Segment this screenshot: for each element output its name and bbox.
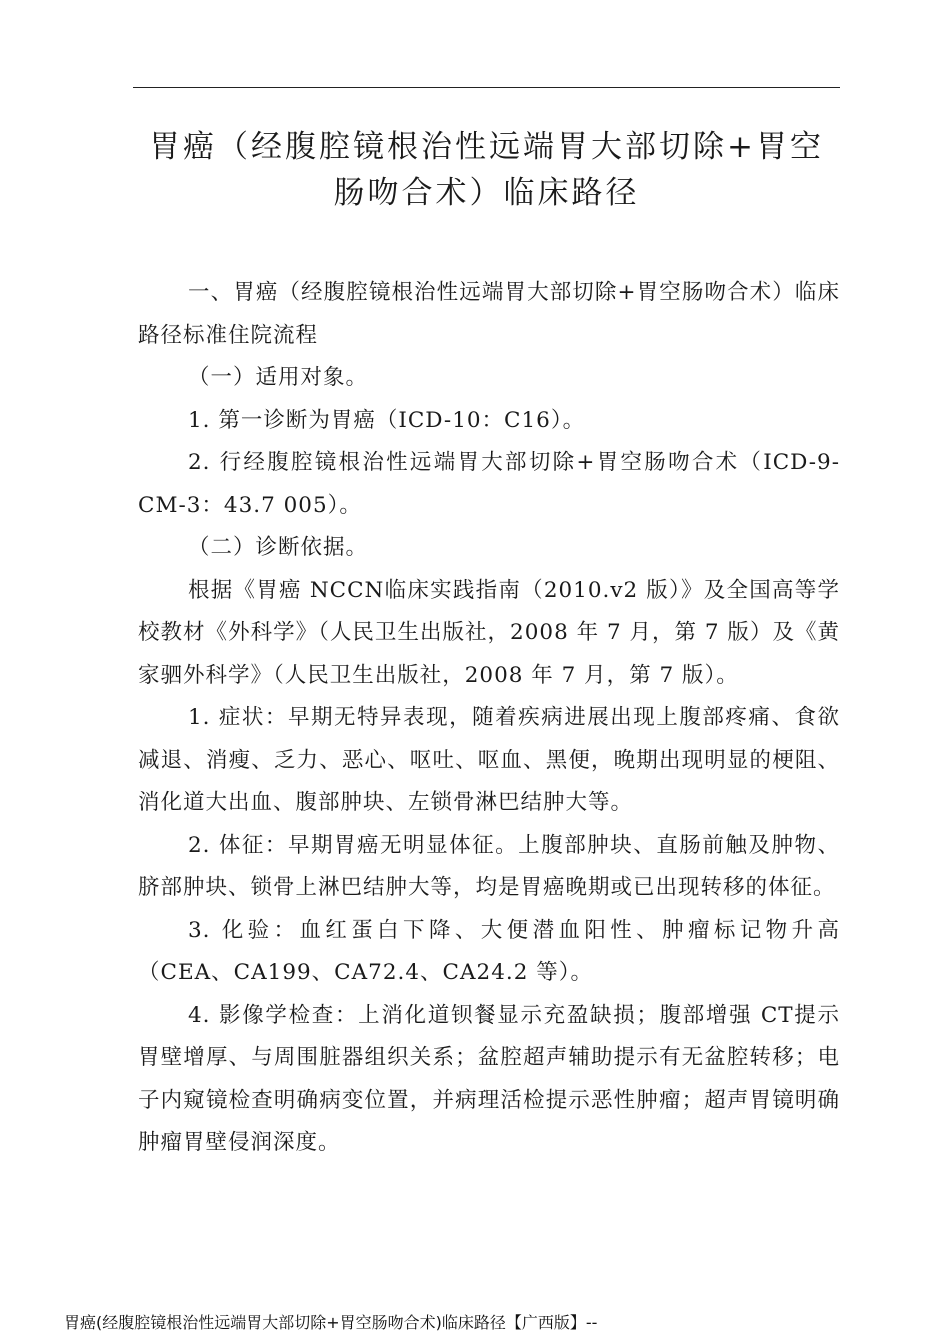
subsection-heading-diagnosis-basis: （二）诊断依据。 <box>188 535 369 560</box>
paragraph-procedure: 2. 行经腹腔镜根治性远端胃大部切除+胃空肠吻合术（ICD-9-CM-3：43.7 005）。 <box>138 450 840 518</box>
section-heading-1: 一、胃癌（经腹腔镜根治性远端胃大部切除+胃空肠吻合术）临床路径标准住院流程 <box>138 280 840 348</box>
subsection-heading-applicable-objects: （一）适用对象。 <box>188 365 369 390</box>
paragraph-first-diagnosis: 1. 第一诊断为胃癌（ICD-10：C16）。 <box>188 407 586 433</box>
paragraph-signs: 2. 体征：早期胃癌无明显体征。上腹部肿块、直肠前触及肿物、脐部肿块、锁骨上淋巴结肿大等，均是胃癌晚期或已出现转移的体征。 <box>138 832 840 900</box>
header-rule <box>133 87 840 88</box>
paragraph-symptoms: 1. 症状：早期无特异表现，随着疾病进展出现上腹部疼痛、食欲减退、消瘦、乏力、恶心、呕吐、呕血、黑便，晚期出现明显的梗阻、消化道大出血、腹部肿块、左锁骨淋巴结肿大等。 <box>138 705 840 815</box>
title-line-1: 胃癌（经腹腔镜根治性远端胃大部切除+胃空 <box>149 129 824 165</box>
page-footer: 胃癌(经腹腔镜根治性远端胃大部切除+胃空肠吻合术)临床路径【广西版】-- <box>64 1313 598 1332</box>
paragraph-lab-tests: 3. 化验：血红蛋白下降、大便潜血阳性、肿瘤标记物升高（CEA、CA199、CA72.4、CA24.2 等）。 <box>138 917 840 985</box>
paragraph-references: 根据《胃癌 NCCN临床实践指南（2010.v2 版）》及全国高等学校教材《外科学》（人民卫生出版社，2008 年 7 月，第 7 版）及《黄家驷外科学》（人民卫生出版社，2008 年 7 月，第 7 版）。 <box>138 577 840 688</box>
paragraph-imaging: 4. 影像学检查：上消化道钡餐显示充盈缺损；腹部增强 CT提示胃壁增厚、与周围脏器组织关系；盆腔超声辅助提示有无盆腔转移；电子内窥镜检查明确病变位置，并病理活检提示恶性肿瘤；超声胃镜明确肿瘤胃壁侵润深度。 <box>138 1002 840 1155</box>
document-title <box>133 124 840 216</box>
title-line-2: 肠吻合术）临床路径 <box>333 175 640 211</box>
document-body <box>138 272 840 1165</box>
